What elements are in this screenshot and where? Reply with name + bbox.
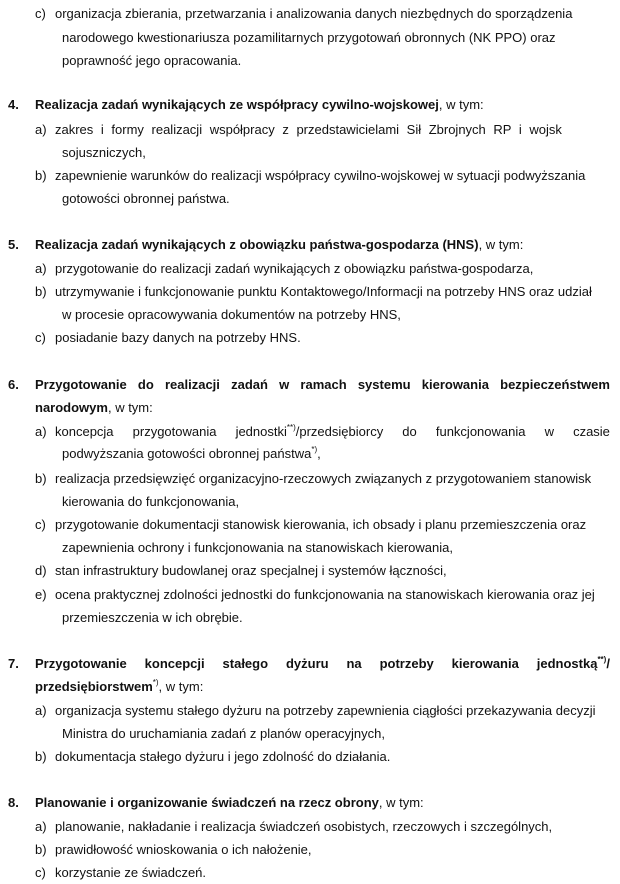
section-heading <box>35 97 484 113</box>
list-item-text: realizacja przedsięwzięć organizacyjno-rzeczowych związanych z przygotowaniem stanowisk <box>55 471 592 486</box>
list-item-word: jednostki <box>235 424 287 439</box>
list-item-label: c) <box>35 6 46 21</box>
section-title-word: Przygotowanie <box>35 377 127 392</box>
list-item-text: Ministra do uruchamiania zadań z planów operacyjnych, <box>62 726 386 741</box>
list-item-text: zapewnienia ochrony i funkcjonowania na stanowiskach kierowania, <box>62 540 453 555</box>
list-item-text: przygotowanie dokumentacji stanowisk kierowania, ich obsady i planu przemieszczenia oraz <box>55 517 587 532</box>
list-item-word <box>236 424 384 440</box>
list-item-word: /przedsiębiorcy <box>295 424 384 439</box>
section-title-word <box>537 656 610 672</box>
section-title-word: w <box>279 377 290 392</box>
list-item-word: koncepcja <box>55 424 114 439</box>
section-heading <box>35 795 424 811</box>
list-item-text: stan infrastruktury budowlanej oraz specjalnej i systemów łączności, <box>55 563 447 578</box>
list-item-text: narodowego kwestionariusza pozamilitarnych przygotowań obronnych (NK PPO) oraz <box>62 30 556 45</box>
section-number: 4. <box>8 97 19 112</box>
list-item-word: przygotowania <box>132 424 217 439</box>
list-item-text: organizacja systemu stałego dyżuru na potrzeby zapewnienia ciągłości przekazywania decyzji <box>55 703 596 718</box>
list-item-text: dokumentacja stałego dyżuru i jego zdolność do działania. <box>55 749 391 764</box>
list-item-text: kierowania do funkcjonowania, <box>62 494 240 509</box>
list-item-text: posiadanie bazy danych na potrzeby HNS. <box>55 330 301 345</box>
section-title-word: jednostką <box>536 656 598 671</box>
section-title-word: stałego <box>222 656 269 671</box>
section-title-word: do <box>137 377 154 392</box>
list-item-text: w procesie opracowywania dokumentów na potrzeby HNS, <box>62 307 401 322</box>
section-title: przedsiębiorstwem <box>35 679 153 694</box>
section-suffix: , w tym: <box>438 97 484 112</box>
section-title: Realizacja zadań wynikających z obowiązku państwa-gospodarza (HNS) <box>35 237 479 252</box>
section-suffix: , w tym: <box>158 679 204 694</box>
section-title-word: kierowania <box>421 377 489 392</box>
list-item-text: podwyższania gotowości obronnej państwa <box>62 446 312 461</box>
section-title-word: dyżuru <box>285 656 329 671</box>
list-item-text: utrzymywanie i funkcjonowanie punktu Kontaktowego/Informacji na potrzeby HNS oraz udział <box>55 284 592 299</box>
list-item-text: sojuszniczych, <box>62 145 146 160</box>
list-item-text: gotowości obronnej państwa. <box>62 191 230 206</box>
list-item-label: c) <box>35 865 46 880</box>
section-title: narodowym <box>35 400 108 415</box>
list-item-text: prawidłowość wnioskowania o ich nałożenie, <box>55 842 312 857</box>
list-item-text-justified <box>55 122 610 138</box>
list-item-label: a) <box>35 122 47 137</box>
section-heading-cont <box>35 679 203 695</box>
list-item-text: przemieszczenia w ich obrębie. <box>62 610 243 625</box>
list-item-text: zapewnienie warunków do realizacji współpracy cywilno-wojskowej w sytuacji podwyższania <box>55 168 586 183</box>
list-item-text: zakres i formy realizacji współpracy z przedstawicielami Sił Zbrojnych RP i wojsk <box>55 122 562 137</box>
section-heading <box>35 237 523 253</box>
list-item-text: przygotowanie do realizacji zadań wynikających z obowiązku państwa-gospodarza, <box>55 261 534 276</box>
list-item-text-line <box>62 446 321 462</box>
section-title-word: realizacji <box>164 377 220 392</box>
section-heading-cont <box>35 400 153 416</box>
list-item-label: a) <box>35 424 47 439</box>
section-number: 8. <box>8 795 19 810</box>
section-title-word: Przygotowanie <box>35 656 127 671</box>
list-item-word: do <box>402 424 417 439</box>
section-title-line <box>35 377 610 393</box>
list-item-label: b) <box>35 471 47 486</box>
section-title-word: systemu <box>357 377 411 392</box>
section-number: 5. <box>8 237 19 252</box>
section-title-word: ramach <box>300 377 347 392</box>
list-item-text: poprawność jego opracowania. <box>62 53 242 68</box>
footnote-marker: **) <box>597 655 607 664</box>
list-item-label: c) <box>35 517 46 532</box>
footnote-marker: **) <box>286 423 296 432</box>
section-title-word: potrzeby <box>379 656 434 671</box>
list-item-label: d) <box>35 563 47 578</box>
list-item-word: funkcjonowania <box>435 424 526 439</box>
section-title-word: koncepcji <box>144 656 205 671</box>
list-item-label: b) <box>35 749 47 764</box>
section-number: 6. <box>8 377 19 392</box>
footnote-marker: *) <box>152 678 159 687</box>
list-item-label: a) <box>35 703 47 718</box>
section-number: 7. <box>8 656 19 671</box>
section-title-word: zadań <box>231 377 268 392</box>
footnote-marker: *) <box>311 445 318 454</box>
list-item-text-justified <box>55 424 610 440</box>
list-item-text: planowanie, nakładanie i realizacja świadczeń osobistych, rzeczowych i szczególnych, <box>55 819 553 834</box>
list-item-text: organizacja zbierania, przetwarzania i analizowania danych niezbędnych do sporządzenia <box>55 6 573 21</box>
list-item-word: czasie <box>573 424 610 439</box>
list-item-word: w <box>544 424 554 439</box>
list-item-text: , <box>317 446 321 461</box>
section-title: Realizacja zadań wynikających ze współpracy cywilno-wojskowej <box>35 97 439 112</box>
list-item-label: a) <box>35 819 47 834</box>
section-title-word: / <box>606 656 610 671</box>
list-item-text: korzystanie ze świadczeń. <box>55 865 207 880</box>
section-suffix: , w tym: <box>107 400 153 415</box>
list-item-label: b) <box>35 284 47 299</box>
section-suffix: , w tym: <box>378 795 424 810</box>
list-item-label: a) <box>35 261 47 276</box>
section-title: Planowanie i organizowanie świadczeń na rzecz obrony <box>35 795 379 810</box>
list-item-text: ocena praktycznej zdolności jednostki do funkcjonowania na stanowiskach kierowania oraz jej <box>55 587 595 602</box>
section-suffix: , w tym: <box>478 237 524 252</box>
section-title-word: bezpieczeństwem <box>500 377 610 392</box>
section-title-word: kierowania <box>451 656 519 671</box>
list-item-label: b) <box>35 842 47 857</box>
list-item-label: b) <box>35 168 47 183</box>
list-item-label: c) <box>35 330 46 345</box>
section-title-line <box>35 656 610 672</box>
section-title-word: na <box>346 656 362 671</box>
list-item-label: e) <box>35 587 47 602</box>
